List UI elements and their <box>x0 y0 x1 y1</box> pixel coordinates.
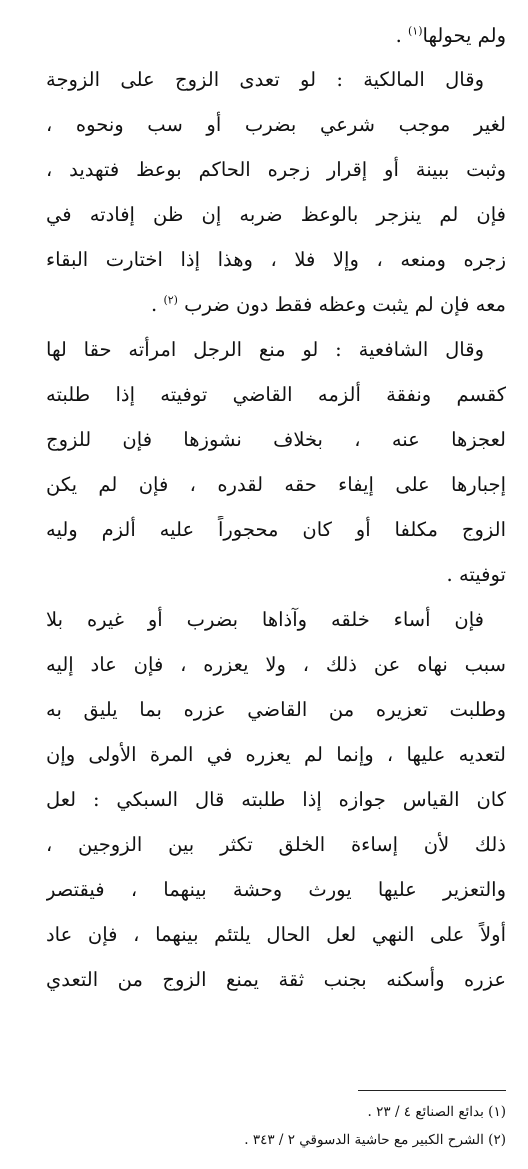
footnote-ref-2: (٢) <box>163 293 178 307</box>
footnote-2: (٢) الشرح الكبير مع حاشية الدسوقي ٢ / ٣٤٣ . <box>244 1132 506 1148</box>
text-line-11: إجبارها على إيفاء حقه لقدره ، فإن لم يكن <box>46 473 506 496</box>
text-line-20: والتعزير عليها يورث وحشة بينهما ، فيقتصر <box>46 878 506 901</box>
text-line-19: ذلك لأن إساءة الخلق تكثر بين الزوجين ، <box>46 833 506 856</box>
text-line-16: وطلبت تعزيره من القاضي عزره بما يليق به <box>46 698 506 721</box>
footnote-ref-1: (١) <box>407 24 423 38</box>
text-line-1: ولم يحولها$^{(١)}$ . <box>395 24 506 47</box>
text-line-8: وقال الشافعية : لو منع الرجل امرأته حقا لها <box>46 338 484 361</box>
text-line-2: وقال المالكية : لو تعدى الزوج على الزوجة <box>46 68 484 91</box>
footnote-divider <box>358 1090 506 1091</box>
text-line-10: لعجزها عنه ، بخلاف نشوزها فإن للزوج <box>46 428 506 451</box>
text-line-22: عزره وأسكنه بجنب ثقة يمنع الزوج من التعدي <box>46 968 506 991</box>
text-line-21: أولاً على النهي لعل الحال يلتئم بينهما ، فإن عاد <box>46 923 506 946</box>
text-line-13: توفيته . <box>446 563 506 586</box>
text-line-7: معه فإن لم يثبت وعظه فقط دون ضرب $^{(٢)}$ . <box>151 293 506 316</box>
footnote-1: (١) بدائع الصنائع ٤ / ٢٣ . <box>367 1104 506 1120</box>
text-line-18: كان القياس جوازه إذا طلبته قال السبكي : لعل <box>46 788 506 811</box>
text-line-15: سبب نهاه عن ذلك ، ولا يعزره ، فإن عاد إليه <box>46 653 506 676</box>
text-line-9: كقسم ونفقة ألزمه القاضي توفيته إذا طلبته <box>46 383 506 406</box>
text-line-4: وثبت ببينة أو إقرار زجره الحاكم بوعظ فتهديد ، <box>46 158 506 181</box>
text-line-12: الزوج مكلفا أو كان محجوراً عليه ألزم وليه <box>46 518 506 541</box>
text-line-3: لغير موجب شرعي بضرب أو سب ونحوه ، <box>46 113 506 136</box>
text-line-17: لتعديه عليها ، وإنما لم يعزره في المرة الأولى وإن <box>46 743 506 766</box>
text-line-6: زجره ومنعه ، وإلا فلا ، وهذا إذا اختارت البقاء <box>46 248 506 271</box>
text-line-5: فإن لم ينزجر بالوعظ ضربه إن ظن إفادته في <box>46 203 506 226</box>
text-line-14: فإن أساء خلقه وآذاها بضرب أو غيره بلا <box>46 608 484 631</box>
